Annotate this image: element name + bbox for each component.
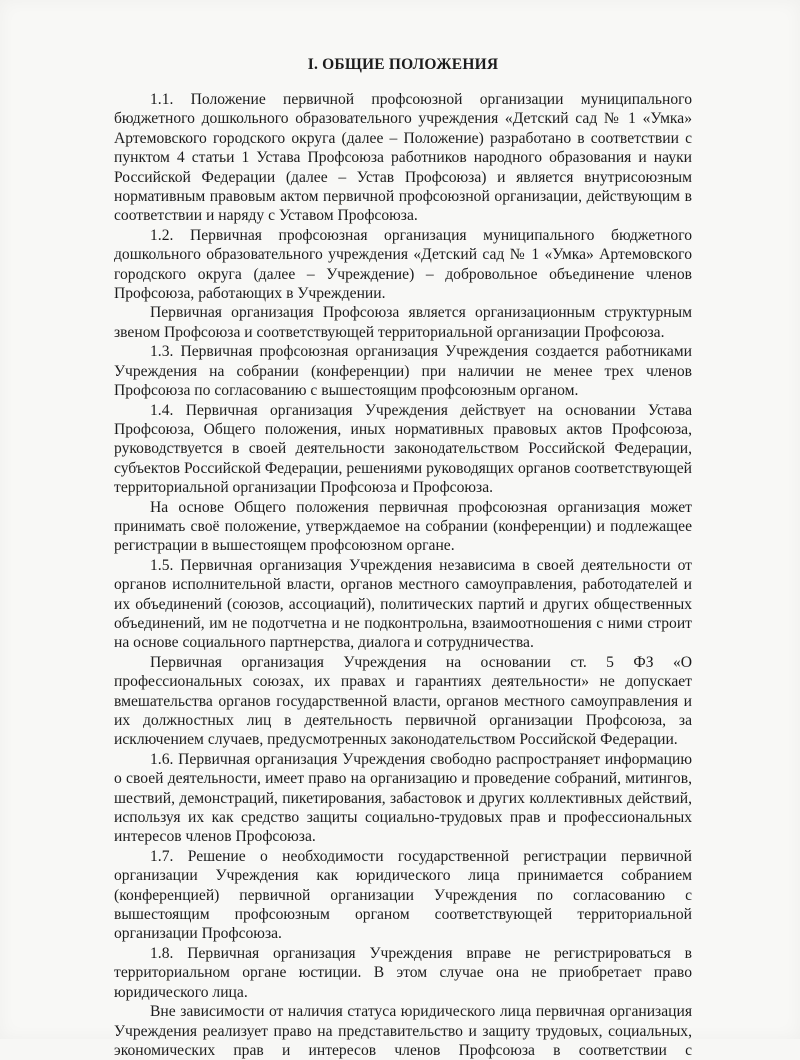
- paragraph-1-3: 1.3. Первичная профсоюзная организация Учреждения создается работниками Учреждения на собрании (конференции) при наличии не менее трех членов Профсоюза по согласованию с вышестоящим профсоюзным органом.: [114, 343, 692, 400]
- paragraph-1-6: 1.6. Первичная организация Учреждения свободно распространяет информацию о своей деятельности, имеет право на организацию и проведение собраний, митингов, шествий, демонстраций, пикетирования, забастовок и других коллективных действий, используя их как средство защиты социально-трудовых прав и профессиональных интересов членов Профсоюза.: [114, 750, 692, 846]
- paragraph-1-2-continued: Первичная организация Профсоюза является организационным структурным звеном Профсоюза и соответствующей территориальной организации Профсоюза.: [114, 304, 692, 341]
- paragraph-1-5: 1.5. Первичная организация Учреждения независима в своей деятельности от органов исполнительной власти, органов местного самоуправления, работодателей и их объединений (союзов, ассоциаций), политических партий и других общественных объединений, им не подотчетна и не подконтрольна, взаимоотношения с ними строит на основе социального партнерства, диалога и сотрудничества.: [114, 556, 692, 652]
- paragraph-1-1: 1.1. Положение первичной профсоюзной организации муниципального бюджетного дошкольного образовательного учреждения «Детский сад № 1 «Умка» Артемовского городского округа (далее – Положение) разработано в соответствии с пунктом 4 статьи 1 Устава Профсоюза работников народного образования и науки Российской Федерации (далее – Устав Профсоюза) и является внутрисоюзным нормативным правовым актом первичной профсоюзной организации, действующим в соответствии и наряду с Уставом Профсоюза.: [114, 91, 692, 225]
- section-heading: I. ОБЩИЕ ПОЛОЖЕНИЯ: [307, 56, 499, 73]
- paragraph-1-2: 1.2. Первичная профсоюзная организация муниципального бюджетного дошкольного образовательного учреждения «Детский сад № 1 «Умка» Артемовского городского округа (далее – Учреждение) – добровольное объединение членов Профсоюза, работающих в Учреждении.: [114, 226, 692, 303]
- paragraph-1-7: 1.7. Решение о необходимости государственной регистрации первичной организации Учреждения как юридического лица принимается собранием (конференцией) первичной организации Учреждения по согласованию с вышестоящим профсоюзным органом соответствующей территориальной организации Профсоюза.: [114, 847, 692, 943]
- paragraph-1-5-continued: Первичная организация Учреждения на основании ст. 5 ФЗ «О профессиональных союзах, их правах и гарантиях деятельности» не допускает вмешательства органов государственной власти, органов местного самоуправления и их должностных лиц в деятельность первичной организации Профсоюза, за исключением случаев, предусмотренных законодательством Российской Федерации.: [114, 653, 692, 749]
- paragraph-1-8: 1.8. Первичная организация Учреждения вправе не регистрироваться в территориальном органе юстиции. В этом случае она не приобретает право юридического лица.: [114, 944, 692, 1001]
- paragraph-1-4: 1.4. Первичная организация Учреждения действует на основании Устава Профсоюза, Общего положения, иных нормативных правовых актов Профсоюза, руководствуется в своей деятельности законодательством Российской Федерации, субъектов Российской Федерации, решениями руководящих органов соответствующей территориальной организации Профсоюза и Профсоюза.: [114, 401, 692, 497]
- paragraph-1-4-continued: На основе Общего положения первичная профсоюзная организация может принимать своё положение, утверждаемое на собрании (конференции) и подлежащее регистрации в вышестоящем профсоюзном органе.: [114, 498, 692, 555]
- paragraph-1-8-continued: Вне зависимости от наличия статуса юридического лица первичная организация Учреждения реализует право на представительство и защиту трудовых, социальных, экономических прав и интересов членов Профсоюза в соответствии с: [114, 1003, 692, 1059]
